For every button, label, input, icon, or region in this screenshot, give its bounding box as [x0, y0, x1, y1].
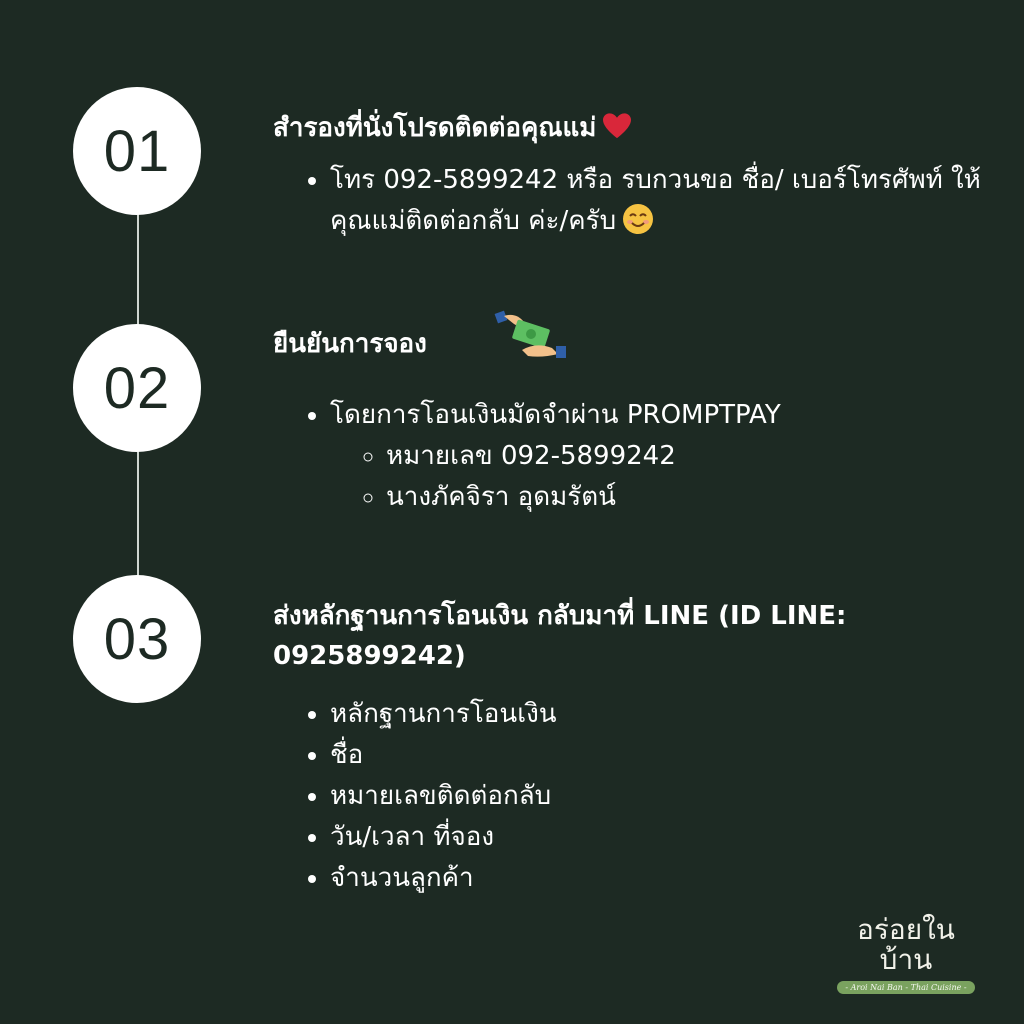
step-2-sublist [330, 436, 950, 518]
sub-list-item: ◦ หมายเลข 092-5899242 [386, 436, 950, 477]
step-number-2: 02 [73, 324, 201, 452]
list-item [330, 160, 990, 242]
money-transfer-icon [492, 306, 572, 370]
list-item: • จำนวนลูกค้า [330, 858, 930, 899]
list-item: • หมายเลขติดต่อกลับ [330, 776, 930, 817]
list-item [330, 395, 950, 518]
step-1-title [273, 108, 632, 148]
step-number-1: 01 [73, 87, 201, 215]
logo-wordmark: อร่อยในบ้าน [857, 913, 955, 976]
step-2-list [298, 395, 950, 518]
step-1-title-text: สำรองที่นั่งโปรดติดต่อคุณแม่ [273, 113, 597, 143]
list-item-text: โทร 092-5899242 หรือ รบกวนขอ ชื่อ/ เบอร์โทรศัพท์ ให้คุณแม่ติดต่อกลับ ค่ะ/ครับ [330, 165, 981, 236]
brand-logo [836, 913, 976, 992]
list-item: • หลักฐานการโอนเงิน [330, 694, 930, 735]
step-1-list [298, 160, 990, 242]
step-3-title: ส่งหลักฐานการโอนเงิน กลับมาที่ LINE (ID LINE: 0925899242) [273, 601, 847, 671]
list-item-text: โดยการโอนเงินมัดจำผ่าน PROMPTPAY [330, 400, 781, 430]
smile-icon [622, 203, 654, 235]
step-3-list [298, 694, 930, 899]
sub-list-item: ◦ นางภัคจิรา อุดมรัตน์ [386, 477, 950, 518]
list-item: • ชื่อ [330, 735, 930, 776]
list-item: • วัน/เวลา ที่จอง [330, 817, 930, 858]
step-number-3: 03 [73, 575, 201, 703]
heart-icon [602, 112, 632, 140]
logo-tagline: - Aroi Nai Ban - Thai Cuisine - [837, 981, 974, 994]
step-2-title: ยืนยันการจอง [273, 329, 427, 359]
